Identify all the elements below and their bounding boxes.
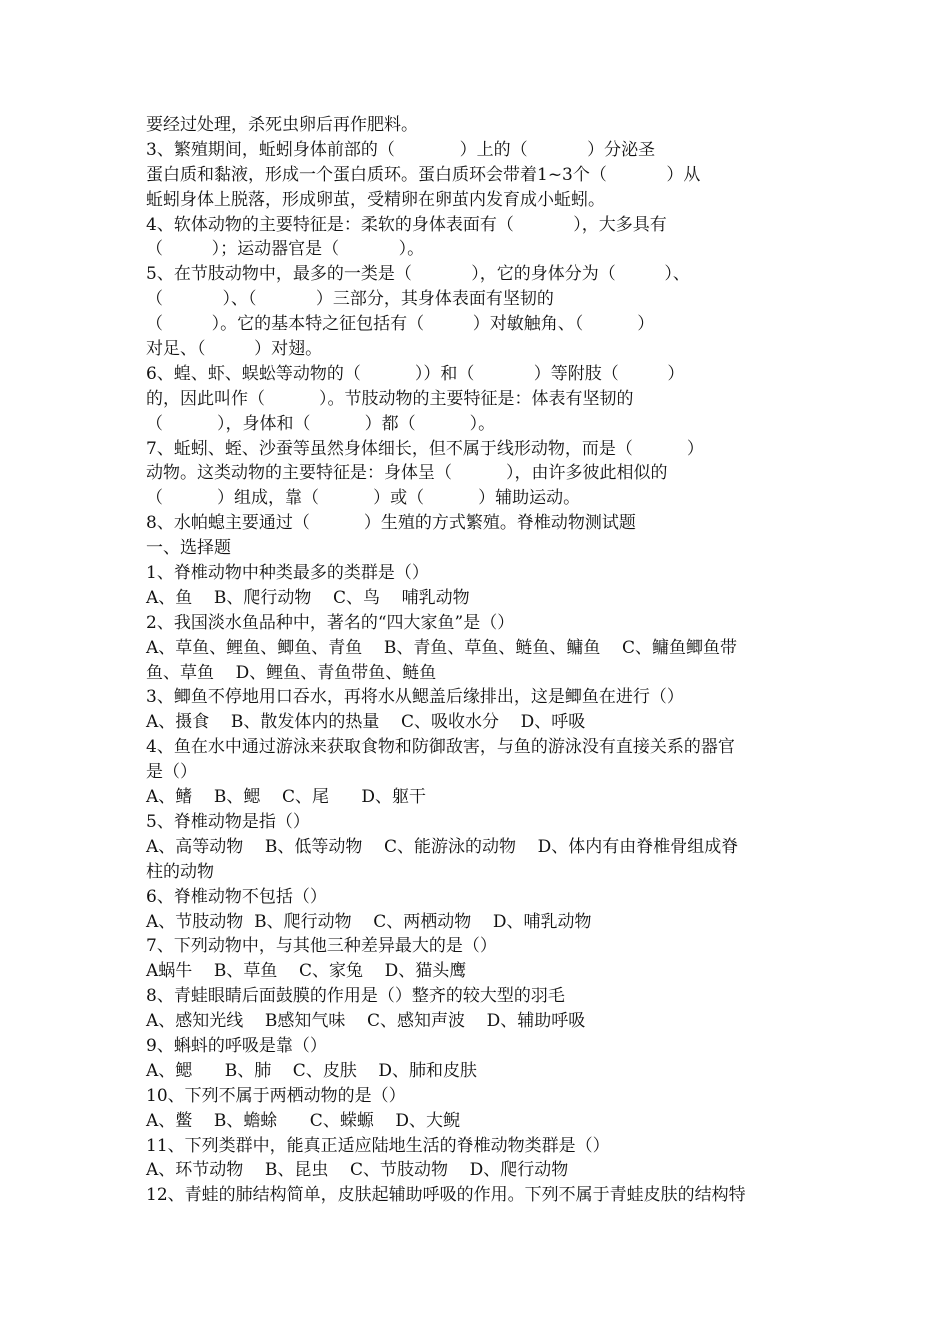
text-line: 5、在节肢动物中，最多的一类是（ ），它的身体分为（ ）、 [146, 264, 690, 285]
document-body [146, 113, 810, 1208]
text-line: 6、蝗、虾、蜈蚣等动物的（ ））和（ ）等附肢（ ） [146, 363, 685, 384]
text-line: 一、选择题 [146, 538, 231, 559]
text-line: 蛋白质和黏液，形成一个蛋白质环。蛋白质环会带着1~3个（ ）从 [146, 164, 701, 185]
text-line: 柱的动物 [146, 861, 214, 882]
text-line: 4、软体动物的主要特征是：柔软的身体表面有（ ），大多具有 [146, 214, 667, 235]
text-line: 3、鲫鱼不停地用口吞水，再将水从鳃盖后缘排出，这是鲫鱼在进行（） [146, 687, 684, 708]
text-line: 12、青蛙的肺结构简单，皮肤起辅助呼吸的作用。下列不属于青蛙皮肤的结构特 [146, 1185, 746, 1206]
text-line: 是（） [146, 762, 197, 783]
text-line: 7、蚯蚓、蛭、沙蚕等虽然身体细长，但不属于线形动物，而是（ ） [146, 438, 704, 459]
text-line: A、鳃 B、肺 C、皮肤 D、肺和皮肤 [146, 1060, 478, 1081]
text-line: A、节肢动物 B、爬行动物 C、两栖动物 D、哺乳动物 [146, 911, 592, 932]
text-line: 5、脊椎动物是指（） [146, 811, 310, 832]
text-line: A、高等动物 B、低等动物 C、能游泳的动物 D、体内有由脊椎骨组成脊 [146, 836, 739, 857]
text-line: 1、脊椎动物中种类最多的类群是（） [146, 563, 429, 584]
text-line: 6、脊椎动物不包括（） [146, 886, 327, 907]
text-line: 8、水帕螅主要通过（ ）生殖的方式繁殖。脊椎动物测试题 [146, 513, 636, 534]
text-line: （ ）、（ ）三部分，其身体表面有坚韧的 [146, 289, 554, 310]
text-line: 3、繁殖期间，蚯蚓身体前部的（ ）上的（ ）分泌圣 [146, 139, 656, 160]
text-line: A、环节动物 B、昆虫 C、节肢动物 D、爬行动物 [146, 1160, 569, 1181]
text-line: （ ）；运动器官是（ ）。 [146, 239, 425, 260]
text-line: A、鳖 B、蟾蜍 C、蝾螈 D、大鲵 [146, 1110, 461, 1131]
text-line: 11、下列类群中，能真正适应陆地生活的脊椎动物类群是（） [146, 1135, 610, 1156]
text-line: （ ）。它的基本特之征包括有（ ）对敏触角、（ ） [146, 314, 655, 335]
text-line: 的，因此叫作（ ）。节肢动物的主要特征是：体表有坚韧的 [146, 388, 634, 409]
text-line: A、感知光线 B感知气味 C、感知声波 D、辅助呼吸 [146, 1011, 586, 1032]
text-line: A蜗牛 B、草鱼 C、家兔 D、猫头鹰 [146, 961, 467, 982]
text-line: 动物。这类动物的主要特征是：身体呈（ ），由许多彼此相似的 [146, 463, 668, 484]
text-line: 鱼、草鱼 D、鲤鱼、青鱼带鱼、鲢鱼 [146, 662, 437, 683]
text-line: A、鳍 B、鳃 C、尾 D、躯干 [146, 787, 427, 808]
text-line: 蚯蚓身体上脱落，形成卵茧，受精卵在卵茧内发育成小蚯蚓。 [146, 189, 605, 210]
text-line: 7、下列动物中，与其他三种差异最大的是（） [146, 936, 497, 957]
text-line: 4、鱼在水中通过游泳来获取食物和防御敌害，与鱼的游泳没有直接关系的器官 [146, 737, 735, 758]
text-line: A、草鱼、鲤鱼、鲫鱼、青鱼 B、青鱼、草鱼、鲢鱼、鳙鱼 C、鳙鱼鲫鱼带 [146, 637, 738, 658]
text-line: （ ），身体和（ ）都（ ）。 [146, 413, 496, 434]
text-line: 要经过处理，杀死虫卵后再作肥料。 [146, 115, 418, 135]
text-line: 9、蝌蚪的呼吸是靠（） [146, 1035, 327, 1056]
text-line: 对足、（ ）对翅。 [146, 339, 323, 360]
text-line: 2、我国淡水鱼品种中，著名的“四大家鱼”是（） [146, 612, 515, 633]
text-line: 10、下列不属于两栖动物的是（） [146, 1085, 406, 1106]
text-line: 8、青蛙眼睛后面鼓膜的作用是（）整齐的较大型的羽毛 [146, 986, 565, 1007]
text-line: A、鱼 B、爬行动物 C、鸟 哺乳动物 [146, 587, 470, 608]
text-line: （ ）组成，靠（ ）或（ ）辅助运动。 [146, 488, 581, 509]
text-line: A、摄食 B、散发体内的热量 C、吸收水分 D、呼吸 [146, 712, 586, 733]
